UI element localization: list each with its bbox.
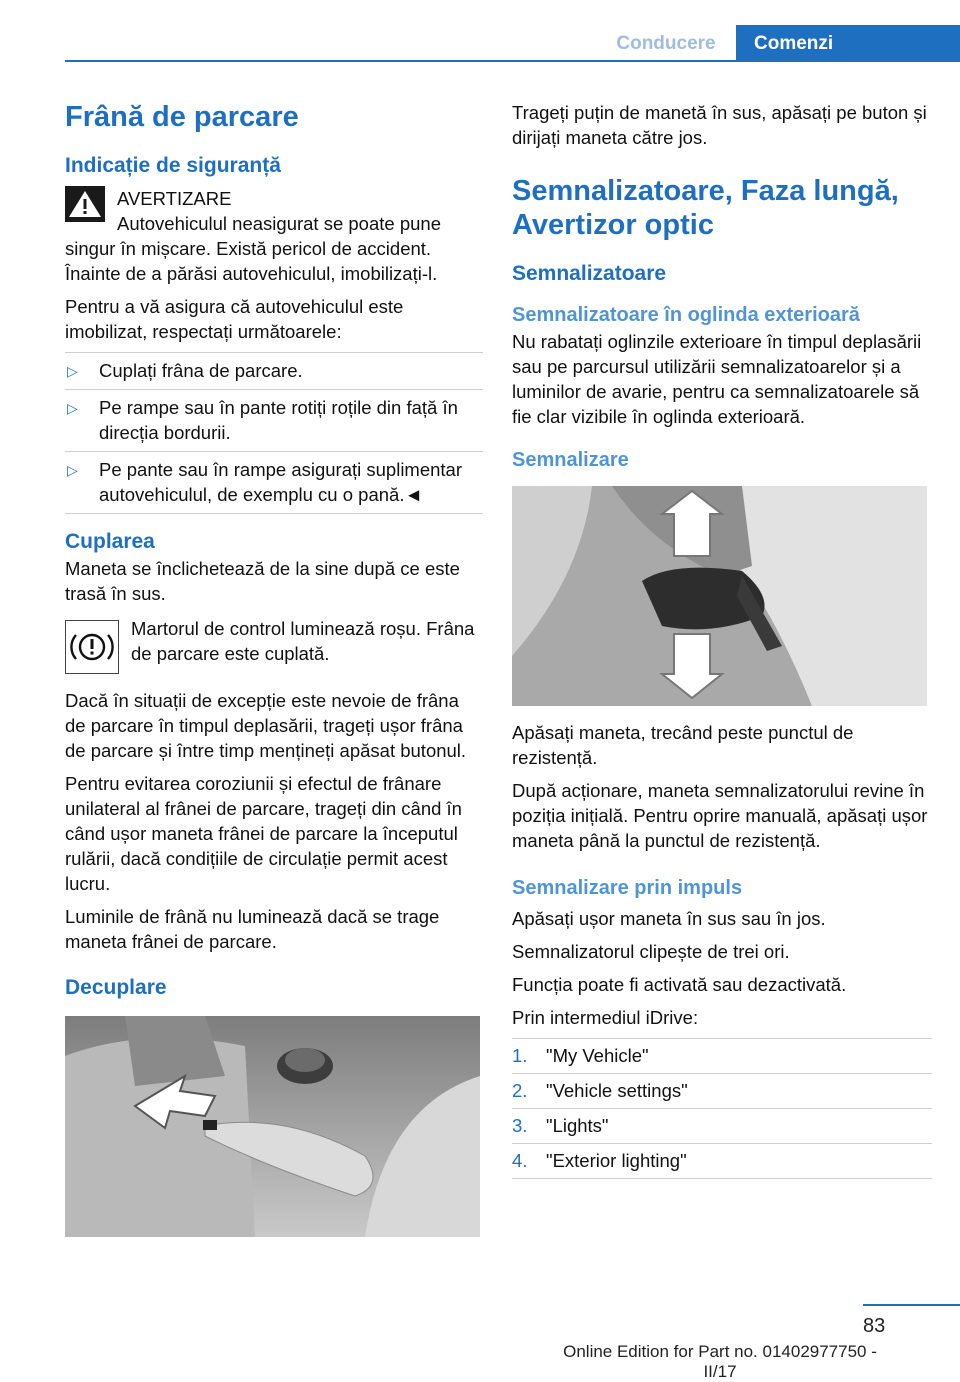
sub-heading-turn-signals: Semnalizatoare <box>512 262 667 285</box>
list-item: 2. "Vehicle settings" <box>512 1074 932 1109</box>
sub-heading-impulse: Semnalizare prin impuls <box>512 877 743 899</box>
list-item: 1. "My Vehicle" <box>512 1039 932 1074</box>
list-item: ▷ Pe rampe sau în pante rotiți roțile din față în direcția bordurii. <box>65 390 483 452</box>
section-title: Semnalizatoare, Faza lungă, Avertizor optic <box>512 175 899 241</box>
mirror-text: Nu rabatați oglinzile exterioare în timpul deplasării sau pe parcursul utilizării semnalizatoarelor și a luminilor de avarie, pentru ca semnalizatoarele să fie clar vizibile în oglinda exterioară. <box>512 331 922 427</box>
engage-heading: Cuplarea <box>65 530 155 553</box>
paragraph-brake-lights: Luminile de frână nu luminează dacă se trage maneta frânei de parcare. <box>65 906 440 952</box>
release-heading: Decuplare <box>65 976 167 999</box>
handbrake-photo <box>65 1016 480 1237</box>
impulse-text-4: Prin intermediul iDrive: <box>512 1007 699 1028</box>
turn-signal-stalk-photo <box>512 486 927 706</box>
right-column <box>512 100 932 1179</box>
impulse-text-2: Semnalizatorul clipește de trei ori. <box>512 941 790 962</box>
header-tab-active[interactable]: Comenzi <box>736 25 960 62</box>
list-item: 3. "Lights" <box>512 1109 932 1144</box>
page-title: Frână de parcare <box>65 101 299 133</box>
page-number: 83 <box>863 1315 886 1337</box>
triangle-bullet-icon: ▷ <box>67 400 78 416</box>
footer-rule <box>863 1304 960 1306</box>
impulse-text-3: Funcția poate fi activată sau dezactivată. <box>512 974 847 995</box>
sub-heading-signaling: Semnalizare <box>512 449 629 471</box>
list-item: ▷ Cuplați frâna de parcare. <box>65 353 483 390</box>
list-item: ▷ Pe pante sau în rampe asigurați suplimentar autovehiculul, de exemplu cu o pană.◄ <box>65 452 483 514</box>
header-tab-section[interactable]: Conducere <box>616 32 716 54</box>
brake-warning-icon <box>65 620 119 674</box>
warning-label: AVERTIZARE <box>117 188 232 209</box>
warning-text: Autovehiculul neasigurat se poate pune singur în mișcare. Există pericol de accident. Înainte de a părăsi autovehiculul, imobilizați-l. <box>65 213 441 284</box>
idrive-steps <box>512 1038 932 1179</box>
press-stalk-text: Apăsați maneta, trecând peste punctul de rezistență. <box>512 722 854 768</box>
sub-heading-mirror-signals: Semnalizatoare în oglinda exterioară <box>512 304 860 326</box>
indicator-block <box>65 616 483 678</box>
impulse-text-1: Apăsați ușor maneta în sus sau în jos. <box>512 908 826 929</box>
paragraph-corrosion: Pentru evitarea coroziunii și efectul de frânare unilateral al frânei de parcare, trageți din când în când ușor maneta frânei de parcare la începutul rulării, dacă condițiile de circulație permit acest lucru. <box>65 773 462 894</box>
warning-icon <box>65 186 105 222</box>
left-column <box>65 100 483 1237</box>
engage-text: Maneta se înclichetează de la sine după ce este trasă în sus. <box>65 558 460 604</box>
intro-text: Pentru a vă asigura că autovehiculul este imobilizat, respectați următoarele: <box>65 296 404 342</box>
safety-heading: Indicație de siguranță <box>65 154 281 177</box>
warning-block <box>65 186 483 286</box>
release-text: Trageți puțin de manetă în sus, apăsați pe buton și dirijați maneta către jos. <box>512 102 927 148</box>
triangle-bullet-icon: ▷ <box>67 363 78 379</box>
list-item: 4. "Exterior lighting" <box>512 1144 932 1179</box>
triangle-bullet-icon: ▷ <box>67 462 78 478</box>
return-position-text: După acționare, maneta semnalizatorului revine în poziția inițială. Pentru oprire manuală, apăsați ușor maneta până la punctul de rezistență. <box>512 780 928 851</box>
edition-note: Online Edition for Part no. 01402977750 - II/17 <box>563 1342 877 1381</box>
precaution-list <box>65 352 483 514</box>
header-rule <box>65 60 960 62</box>
indicator-text: Martorul de control luminează roșu. Frâna de parcare este cuplată. <box>131 618 475 664</box>
paragraph-emergency: Dacă în situații de excepție este nevoie de frâna de parcare în timpul deplasării, trageți ușor frâna de parcare și între timp mențineți apăsat butonul. <box>65 690 467 761</box>
